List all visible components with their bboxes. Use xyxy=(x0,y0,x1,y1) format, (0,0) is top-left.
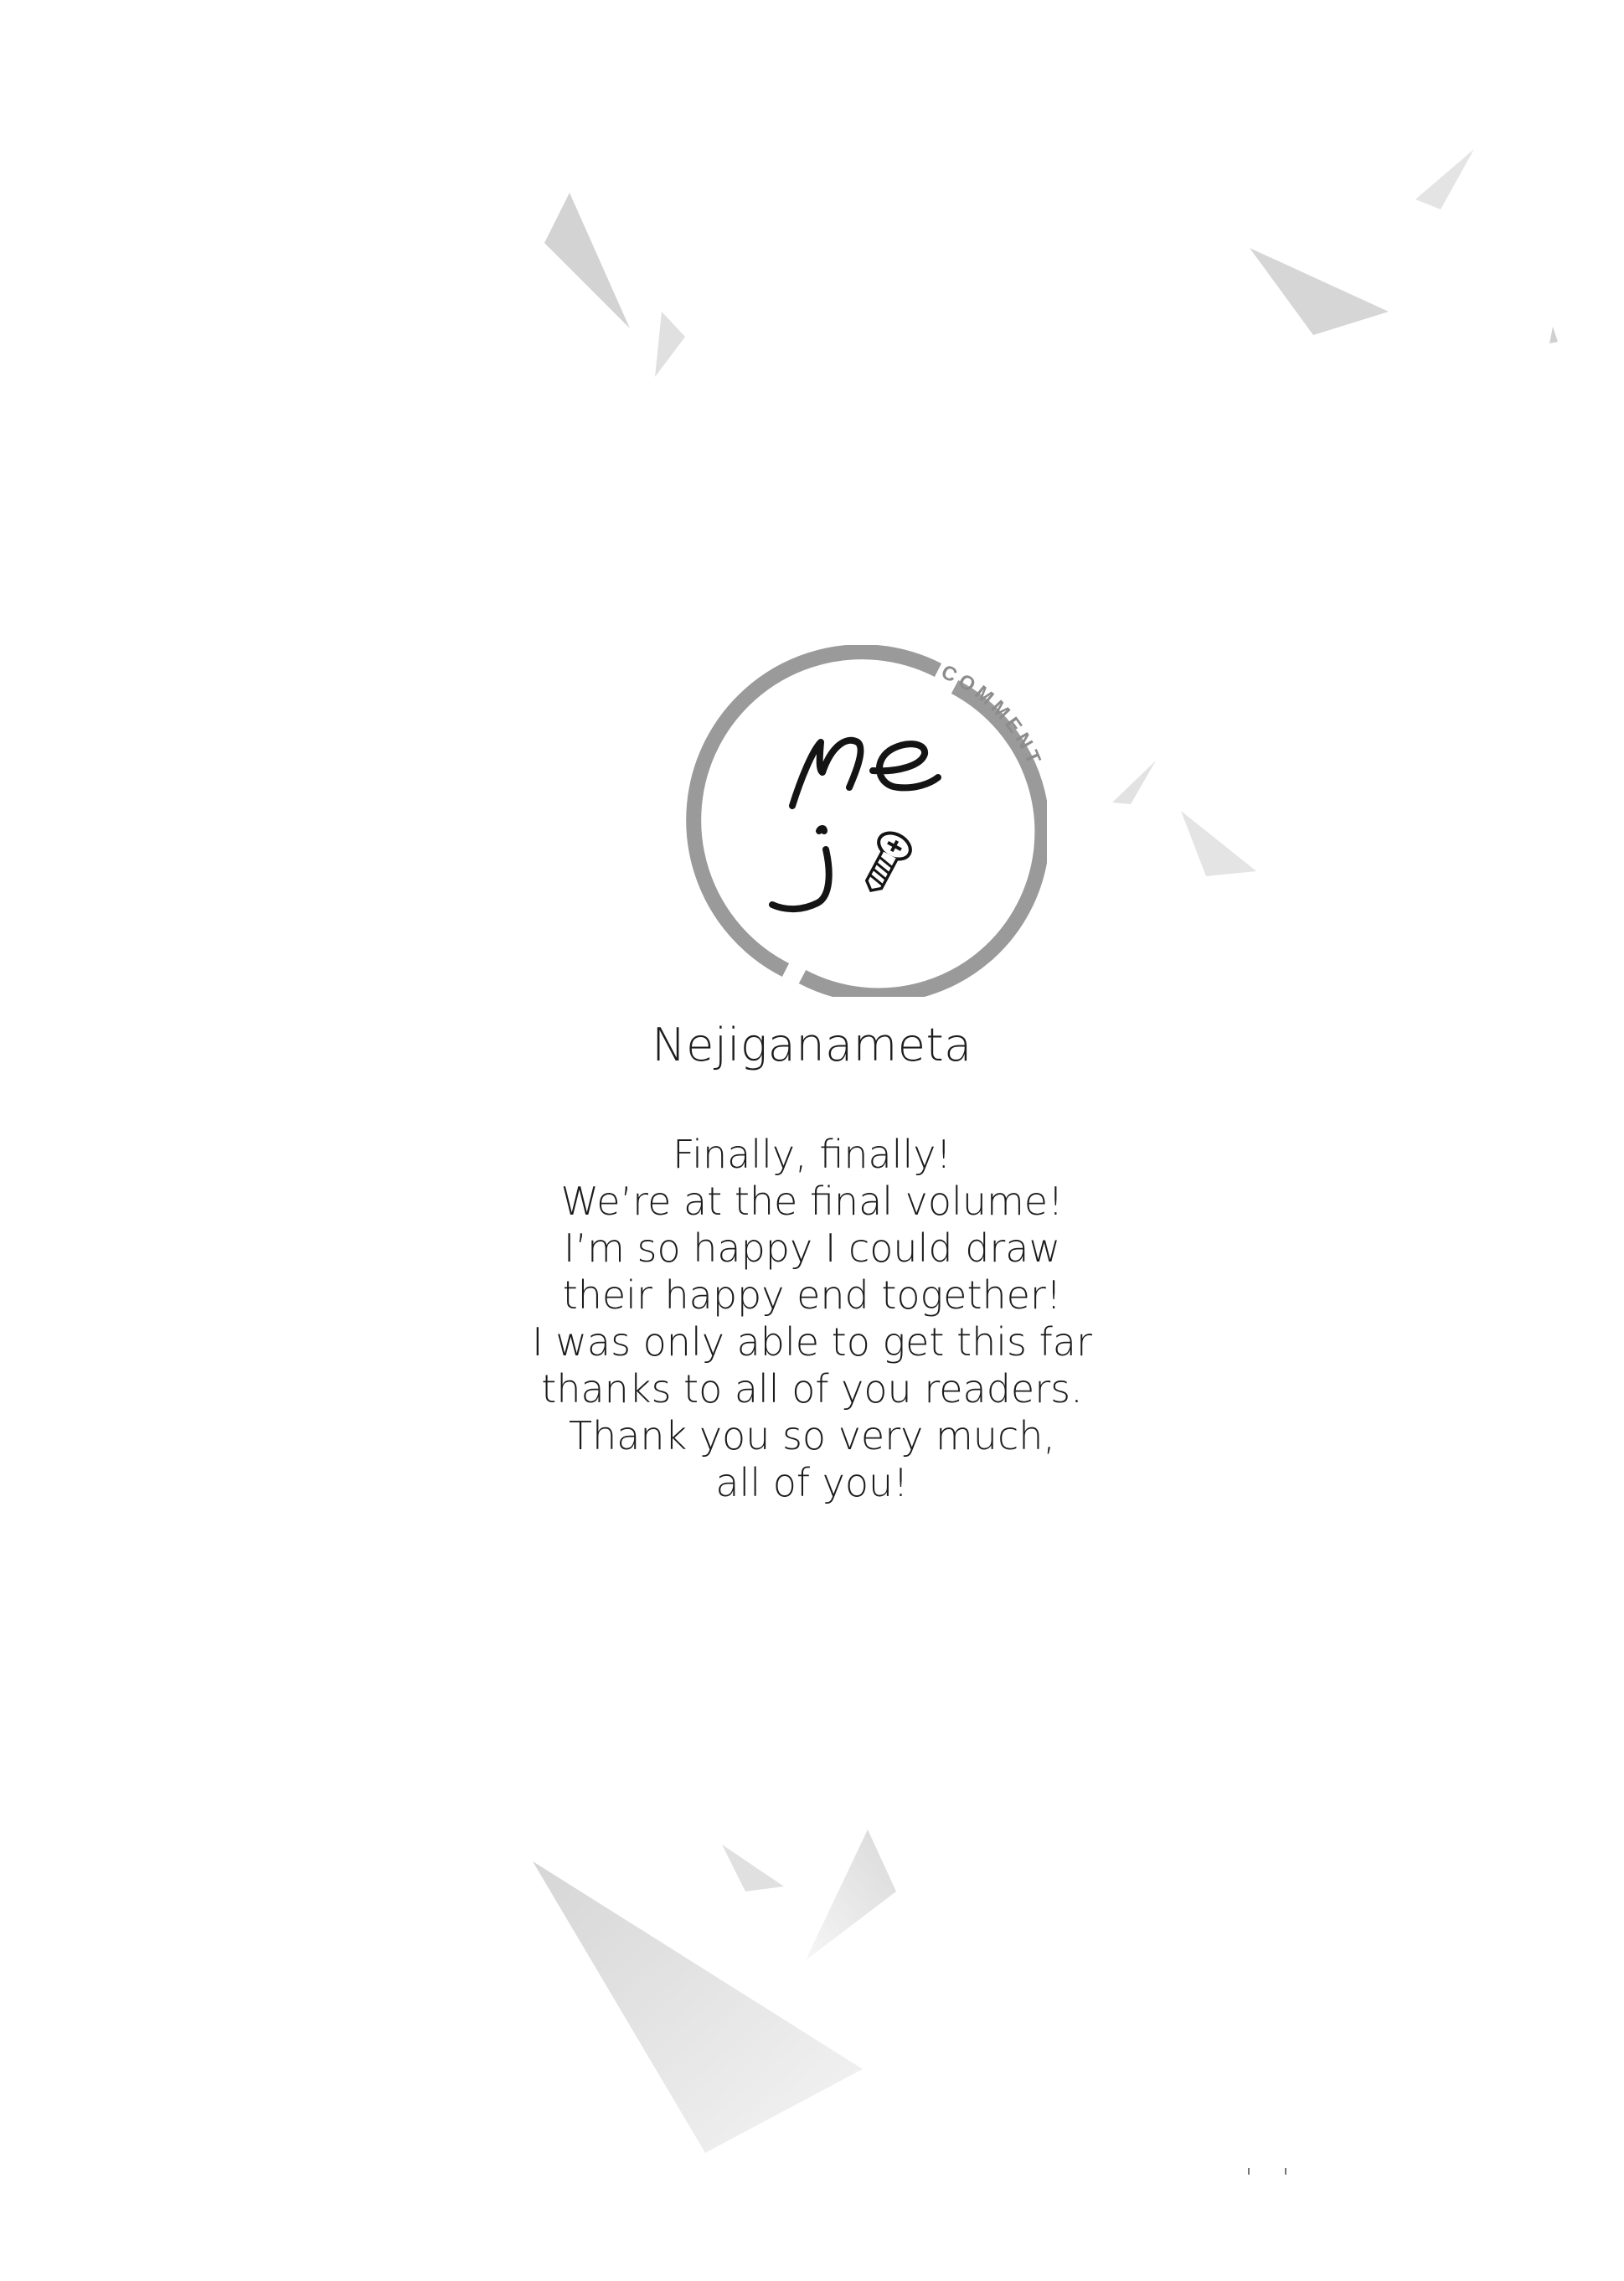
shard-top-right-2 xyxy=(1415,149,1474,209)
shard-bottom-large xyxy=(533,1861,863,2153)
message-line: I’m so happy I could draw xyxy=(563,1226,1061,1271)
badge-ring xyxy=(693,652,938,970)
shard-mid-right-2 xyxy=(1181,811,1256,876)
shard-bottom-small xyxy=(722,1845,784,1891)
message-line: I was only able to get this far xyxy=(532,1319,1092,1365)
page-mark xyxy=(1285,2168,1286,2175)
shard-mid-right-1 xyxy=(1112,761,1156,804)
message-line: Finally, finally! xyxy=(673,1132,951,1177)
ne-ji-handwriting-icon xyxy=(772,741,938,909)
message-line: their happy end together! xyxy=(562,1272,1062,1318)
badge-label: COMMENT xyxy=(937,660,1047,772)
comment-badge xyxy=(678,645,1047,997)
shard-top-right-1 xyxy=(1250,248,1389,335)
message-line: We’re at the final volume! xyxy=(560,1179,1064,1224)
shard-top-right-3 xyxy=(1549,327,1558,343)
shard-top-left-2 xyxy=(655,312,685,377)
page-mark xyxy=(1248,2168,1250,2175)
author-message xyxy=(0,1131,1624,1506)
message-line: thanks to all of you readers. xyxy=(541,1366,1083,1411)
screw-icon xyxy=(856,828,915,898)
message-line: all of you! xyxy=(715,1460,909,1505)
author-name: Nejiganameta xyxy=(652,1019,972,1071)
shard-top-left-1 xyxy=(544,193,630,328)
shard-bottom-mid xyxy=(806,1829,896,1960)
message-line: Thank you so very much, xyxy=(568,1413,1056,1458)
comment-badge-graphic xyxy=(678,645,1047,997)
